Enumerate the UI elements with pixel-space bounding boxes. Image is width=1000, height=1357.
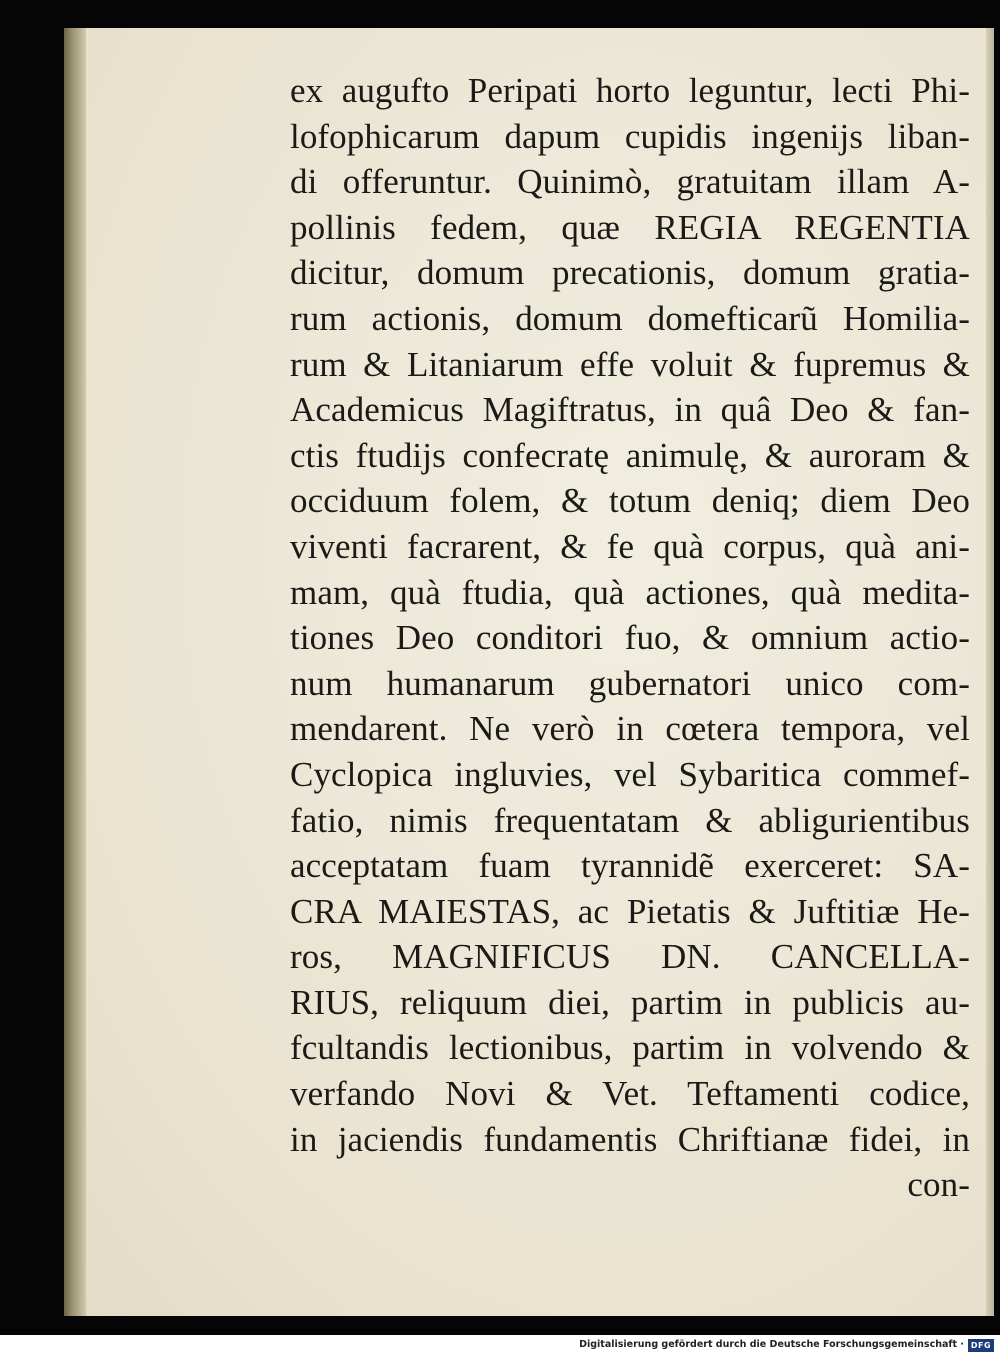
funding-credit: Digitalisierung gefördert durch die Deutsche Forschungsgemeinschaft · [579,1339,964,1350]
text-line: ros, MAGNIFICUS DN. CANCELLA- [290,937,970,977]
text-line: rum & Litaniarum effe voluit & fupremus & [290,344,970,384]
text-line: CRA MAIESTAS, ac Pietatis & Juftitiæ He- [290,891,970,931]
text-line: ex augufto Peripati horto leguntur, lecti Phi- [290,71,970,110]
text-line: viventi facrarent, & fe quà corpus, quà ani- [290,526,970,566]
text-line: lofophicarum dapum cupidis ingeniјs liban- [290,116,970,156]
text-line: Academicus Magiftratus, in quâ Deo & fan- [290,390,970,430]
text-line: fatio, nimis frequentatam & abligurientibus [290,800,970,840]
text-line: occiduum folem, & totum deniq; diem Deo [290,481,970,521]
text-line: pollinis fedem, quæ REGIA REGENTIA [290,207,970,247]
catchword: con- [907,1165,970,1205]
dfg-logo-icon: DFG [968,1339,994,1352]
text-line: rum actionis, domum domefticarũ Homilia- [290,298,970,338]
text-line: mendarent. Ne verò in cœtera tempora, vel [290,709,970,749]
text-line: dicitur, domum precationis, domum gratia- [290,253,970,293]
text-line: fcultandis lectionibus, partim in volvendo & [290,1028,970,1068]
text-line: in jaciendis fundamentis Chriftianæ fidei, in [290,1119,970,1159]
page-right-edge [986,28,994,1316]
page-text [290,68,970,1208]
page-gutter-edge [64,28,86,1316]
text-line: mam, quà ftudia, quà actiones, quà medita- [290,572,970,612]
text-line: ctis ftudijs confecratę animulę, & auroram & [290,435,970,475]
text-line: tiones Deo conditori fuo, & omnium actio- [290,618,970,658]
text-line: acceptatam fuam tyrannidẽ exerceret: SA- [290,846,970,886]
text-line: Cyclopica ingluvies, vel Sybaritica commef- [290,754,970,794]
text-line: di offeruntur. Quinimò, gratuitam illam A- [290,162,970,202]
text-line: num humanarum gubernatori unico com- [290,663,970,703]
text-line: verfando Novi & Vet. Teftamenti codice, [290,1074,970,1114]
text-line: RIUS, reliquum diei, partim in publicis au- [290,982,970,1022]
digitization-footer [0,1335,1000,1357]
